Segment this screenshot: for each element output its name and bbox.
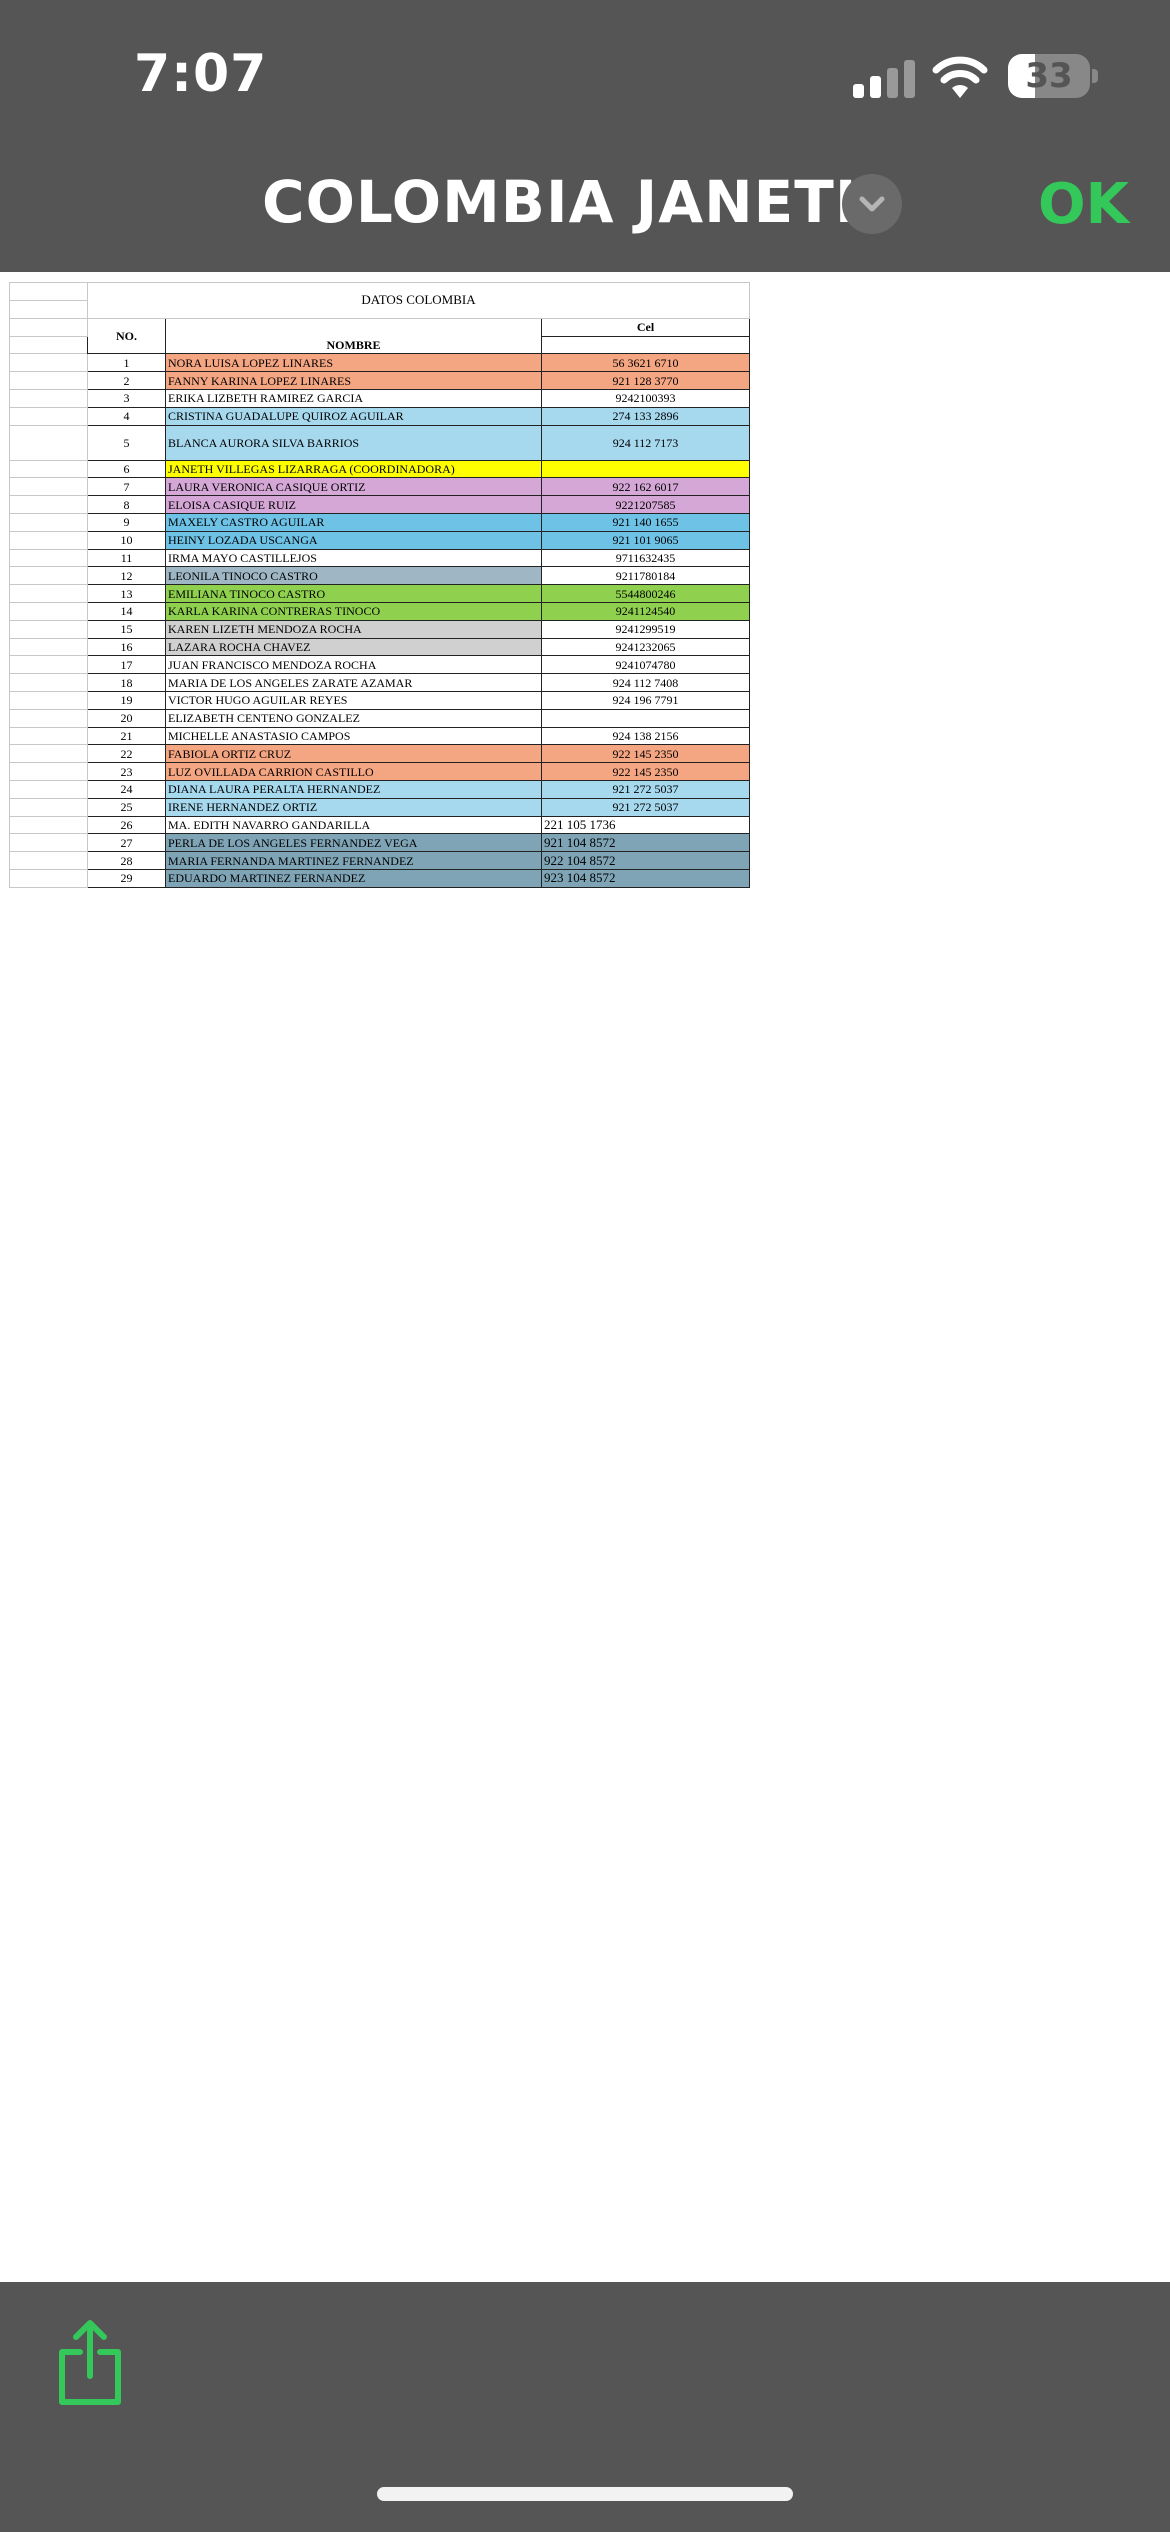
row-name: LUZ OVILLADA CARRION CASTILLO xyxy=(166,763,542,781)
row-name: CRISTINA GUADALUPE QUIROZ AGUILAR xyxy=(166,407,542,425)
row-number: 27 xyxy=(88,834,166,852)
row-name: MAXELY CASTRO AGUILAR xyxy=(166,513,542,531)
sheet-title: DATOS COLOMBIA xyxy=(88,283,750,319)
row-number: 1 xyxy=(88,354,166,372)
row-cel: 274 133 2896 xyxy=(542,407,750,425)
blank-cell xyxy=(10,567,88,585)
row-name: KARLA KARINA CONTRERAS TINOCO xyxy=(166,602,542,620)
table-row xyxy=(10,834,750,852)
row-name: KAREN LIZETH MENDOZA ROCHA xyxy=(166,620,542,638)
blank-cell xyxy=(10,372,88,390)
table-row xyxy=(10,478,750,496)
blank-cell xyxy=(10,513,88,531)
table-row xyxy=(10,585,750,603)
blank-cell xyxy=(10,283,88,301)
row-name: FANNY KARINA LOPEZ LINARES xyxy=(166,372,542,390)
blank-cell xyxy=(10,798,88,816)
row-number: 23 xyxy=(88,763,166,781)
table-row xyxy=(10,727,750,745)
row-name: IRMA MAYO CASTILLEJOS xyxy=(166,549,542,567)
blank-cell xyxy=(10,318,88,336)
row-name: HEINY LOZADA USCANGA xyxy=(166,531,542,549)
row-number: 22 xyxy=(88,745,166,763)
blank-cell xyxy=(10,549,88,567)
row-name: ERIKA LIZBETH RAMIREZ GARCIA xyxy=(166,389,542,407)
row-number: 17 xyxy=(88,656,166,674)
row-number: 15 xyxy=(88,620,166,638)
table-row xyxy=(10,354,750,372)
table-row xyxy=(10,567,750,585)
row-name: LAZARA ROCHA CHAVEZ xyxy=(166,638,542,656)
table-row xyxy=(10,602,750,620)
row-cel: 924 196 7791 xyxy=(542,691,750,709)
table-row xyxy=(10,763,750,781)
row-number: 11 xyxy=(88,549,166,567)
row-cel: 9711632435 xyxy=(542,549,750,567)
blank-cell xyxy=(10,656,88,674)
header-no: NO. xyxy=(88,318,166,354)
table-row xyxy=(10,852,750,870)
row-name: VICTOR HUGO AGUILAR REYES xyxy=(166,691,542,709)
table-row xyxy=(10,496,750,514)
blank-cell xyxy=(10,727,88,745)
row-number: 21 xyxy=(88,727,166,745)
row-number: 5 xyxy=(88,425,166,460)
table-row xyxy=(10,407,750,425)
row-number: 7 xyxy=(88,478,166,496)
table-row xyxy=(10,869,750,887)
table-row xyxy=(10,691,750,709)
row-cel: 9241074780 xyxy=(542,656,750,674)
row-cel: 921 272 5037 xyxy=(542,780,750,798)
row-number: 10 xyxy=(88,531,166,549)
blank-cell xyxy=(10,691,88,709)
row-cel: 9221207585 xyxy=(542,496,750,514)
row-cel: 922 145 2350 xyxy=(542,763,750,781)
home-indicator xyxy=(377,2487,793,2501)
row-number: 29 xyxy=(88,869,166,887)
row-number: 2 xyxy=(88,372,166,390)
row-cel: 924 112 7173 xyxy=(542,425,750,460)
share-icon[interactable] xyxy=(54,2318,126,2408)
table-row xyxy=(10,638,750,656)
header-cel: Cel xyxy=(542,318,750,336)
blank-cell xyxy=(10,620,88,638)
row-number: 28 xyxy=(88,852,166,870)
battery-cap xyxy=(1092,69,1098,83)
row-cel: 922 145 2350 xyxy=(542,745,750,763)
chevron-down-icon[interactable] xyxy=(842,174,902,234)
row-name: LEONILA TINOCO CASTRO xyxy=(166,567,542,585)
blank-cell xyxy=(10,869,88,887)
row-number: 3 xyxy=(88,389,166,407)
row-name: MICHELLE ANASTASIO CAMPOS xyxy=(166,727,542,745)
row-cel: 921 101 9065 xyxy=(542,531,750,549)
blank-cell xyxy=(10,852,88,870)
table-row xyxy=(10,709,750,727)
row-name: EMILIANA TINOCO CASTRO xyxy=(166,585,542,603)
row-name: FABIOLA ORTIZ CRUZ xyxy=(166,745,542,763)
row-number: 9 xyxy=(88,513,166,531)
row-number: 12 xyxy=(88,567,166,585)
row-cel: 922 104 8572 xyxy=(542,852,750,870)
table-row xyxy=(10,780,750,798)
row-cel: 921 104 8572 xyxy=(542,834,750,852)
battery-icon xyxy=(1008,54,1090,98)
row-name: DIANA LAURA PERALTA HERNANDEZ xyxy=(166,780,542,798)
table-row xyxy=(10,425,750,460)
row-cel: 923 104 8572 xyxy=(542,869,750,887)
row-cel: 9241232065 xyxy=(542,638,750,656)
row-cel: 921 128 3770 xyxy=(542,372,750,390)
battery-percent: 33 xyxy=(1025,56,1073,96)
row-name: MARIA FERNANDA MARTINEZ FERNANDEZ xyxy=(166,852,542,870)
row-cel: 5544800246 xyxy=(542,585,750,603)
blank-cell xyxy=(10,709,88,727)
row-number: 14 xyxy=(88,602,166,620)
blank-cell xyxy=(10,496,88,514)
table-row xyxy=(10,745,750,763)
row-number: 20 xyxy=(88,709,166,727)
row-name: ELOISA CASIQUE RUIZ xyxy=(166,496,542,514)
row-number: 18 xyxy=(88,674,166,692)
row-name: NORA LUISA LOPEZ LINARES xyxy=(166,354,542,372)
row-cel: 56 3621 6710 xyxy=(542,354,750,372)
table-row xyxy=(10,816,750,834)
table-row xyxy=(10,460,750,478)
blank-cell xyxy=(10,780,88,798)
table-row xyxy=(10,674,750,692)
row-cel: 924 138 2156 xyxy=(542,727,750,745)
row-cel: 9241299519 xyxy=(542,620,750,638)
row-cel xyxy=(542,709,750,727)
table-row xyxy=(10,549,750,567)
blank-cell xyxy=(10,301,88,319)
ok-button[interactable]: OK xyxy=(1038,172,1129,237)
table-row xyxy=(10,372,750,390)
cellular-signal-icon xyxy=(853,58,917,98)
blank-cell xyxy=(10,602,88,620)
row-name: PERLA DE LOS ANGELES FERNANDEZ VEGA xyxy=(166,834,542,852)
wifi-icon xyxy=(932,54,988,100)
row-name: JANETH VILLEGAS LIZARRAGA (COORDINADORA) xyxy=(166,460,542,478)
row-name: ELIZABETH CENTENO GONZALEZ xyxy=(166,709,542,727)
blank-cell xyxy=(10,336,88,354)
spreadsheet-table xyxy=(9,282,750,888)
blank-cell xyxy=(10,389,88,407)
row-cel: 921 140 1655 xyxy=(542,513,750,531)
header-nombre: NOMBRE xyxy=(166,318,542,354)
row-number: 19 xyxy=(88,691,166,709)
blank-cell xyxy=(10,763,88,781)
row-cel: 9242100393 xyxy=(542,389,750,407)
blank-cell xyxy=(10,531,88,549)
row-cel: 922 162 6017 xyxy=(542,478,750,496)
row-cel: 9211780184 xyxy=(542,567,750,585)
blank-cell xyxy=(10,745,88,763)
blank-cell xyxy=(10,816,88,834)
row-cel: 924 112 7408 xyxy=(542,674,750,692)
row-number: 16 xyxy=(88,638,166,656)
row-name: EDUARDO MARTINEZ FERNANDEZ xyxy=(166,869,542,887)
row-cel xyxy=(542,460,750,478)
blank-cell xyxy=(10,460,88,478)
table-row xyxy=(10,513,750,531)
blank-cell xyxy=(10,585,88,603)
row-number: 25 xyxy=(88,798,166,816)
row-name: LAURA VERONICA CASIQUE ORTIZ xyxy=(166,478,542,496)
spreadsheet-page xyxy=(9,282,749,888)
row-name: IRENE HERNANDEZ ORTIZ xyxy=(166,798,542,816)
row-number: 6 xyxy=(88,460,166,478)
row-number: 26 xyxy=(88,816,166,834)
blank-cell xyxy=(10,478,88,496)
blank-cell xyxy=(10,354,88,372)
row-name: JUAN FRANCISCO MENDOZA ROCHA xyxy=(166,656,542,674)
table-row xyxy=(10,620,750,638)
row-cel: 921 272 5037 xyxy=(542,798,750,816)
table-row xyxy=(10,798,750,816)
row-name: BLANCA AURORA SILVA BARRIOS xyxy=(166,425,542,460)
row-number: 8 xyxy=(88,496,166,514)
blank-cell xyxy=(10,638,88,656)
row-cel: 9241124540 xyxy=(542,602,750,620)
blank-cell xyxy=(10,425,88,460)
table-row xyxy=(10,656,750,674)
document-title[interactable]: COLOMBIA JANETH xyxy=(262,168,885,236)
row-cel: 221 105 1736 xyxy=(542,816,750,834)
table-row xyxy=(10,531,750,549)
row-number: 13 xyxy=(88,585,166,603)
row-name: MARIA DE LOS ANGELES ZARATE AZAMAR xyxy=(166,674,542,692)
blank-cell xyxy=(542,336,750,354)
blank-cell xyxy=(10,407,88,425)
row-number: 24 xyxy=(88,780,166,798)
blank-cell xyxy=(10,674,88,692)
table-row xyxy=(10,389,750,407)
blank-cell xyxy=(10,834,88,852)
status-time: 7:07 xyxy=(134,44,268,104)
row-name: MA. EDITH NAVARRO GANDARILLA xyxy=(166,816,542,834)
row-number: 4 xyxy=(88,407,166,425)
